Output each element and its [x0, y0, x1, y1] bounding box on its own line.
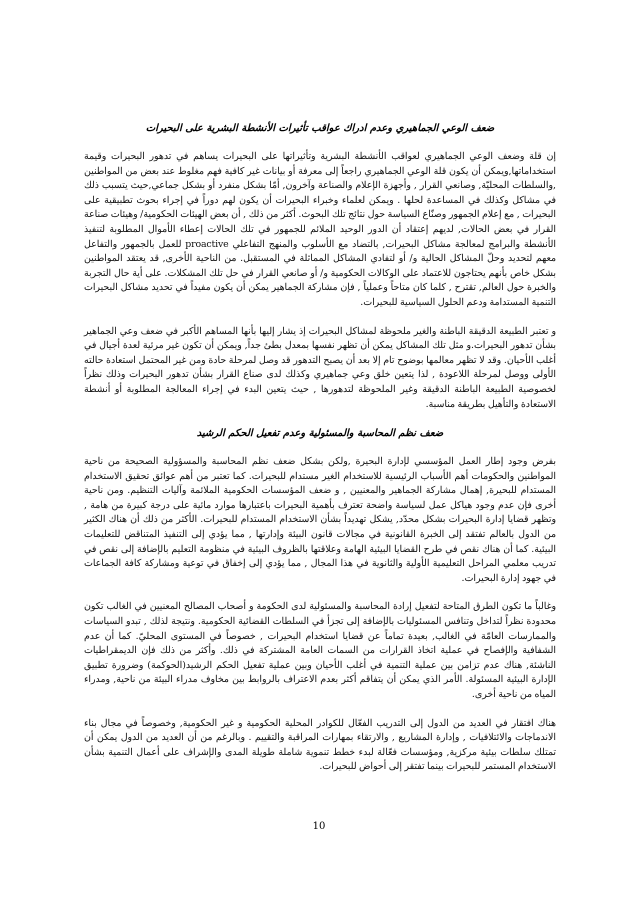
page-number: 10	[312, 821, 326, 832]
paragraph-3: بفرض وجود إطار العمل المؤسسي لإدارة البحيرة ,ولكن بشكل ضعف نظم المحاسبة والمسؤولية الصحيحة من ناحية المواطنين والحكومات أهم الأسباب الرئيسية للاستخدام الغير مستدام للبحيرات. كما تعتبر من أهم عوائق تحقيق الاستخدام المستدام للبحيرة, إهمال مشاركة الجماهير والمعنيين , و ضعف المؤسسات الحكومية الملائمة وآليات التنظيم. ومن ناحية أخرى فإن عدم وجود هياكل عمل لسياسة واضحة تعترف بأهمية البحيرات باعتبارها موارد مائية على درجة كبيرة من هامة , وتظهر قضايا إدارة البحيرات بشكل محدّد, يشكل تهديداً بشأن الاستخدام المستدام للبحيرات. الأكثر من ذلك أن هناك الكثير من الدول بالعالم تفتقد إلى الخبرة القانونية في مجالات قانون البيئة وإدارتها , مما يؤدي إلى التنفيذ المتناقض للتعليمات البيئية. كما أن هناك نقص في طرح القضايا البيئية الهامة وعلاقتها بالظروف البيئية في منظومة التعليم بالإضافة إلى نقص في تدريب معلمي المراحل التعليمية الأولية والثانوية في هذا المجال , مما يؤدي إلى إخفاق في توعية ومشاركة كافة الجماعات في جهود إدارة البحيرات.	[84, 456, 557, 584]
paragraph-2: و تعتبر الطبيعة الدقيقة الباطنة والغير ملحوظة لمشاكل البحيرات إذ يشار إليها بأنها المساهم الأكبر في ضعف وعي الجماهير بشأن تدهور البحيرات.و مثل تلك المشاكل يمكن أن تظهر نفسها بمعدل بطئ جداً, ويمكن أن تكون غير مرئية لعدة أجيال في أغلب الأحيان. وقد لا تظهر معالمها بوضوح تام إلا بعد أن يصبح التدهور قد وصل لمرحلة حادة ومن غير المحتمل استعادة حالته الأولى ووصل لمرحلة اللاعودة , لذا يتعين خلق وعي جماهيري وكذلك لدى صناع القرار بشأن تدهور البحيرات وذلك نظراً لخصوصية الطبيعة الباطنة الدقيقة وغير الملحوظة لتدهورها , حيث يتعين البدء في إجراء المعالجة المطلوبة أو أنشطة الاستعادة والتأهيل بطريقة مناسبة.	[84, 325, 556, 410]
section-heading: ضعف نظم المحاسبة والمسئولية وعدم تفعيل الحكم الرشيد	[196, 428, 444, 440]
page-content	[84, 121, 556, 775]
main-heading: ضعف الوعي الجماهيري وعدم ادراك عواقب تأثيرات الأنشطة البشرية على البحيرات	[145, 123, 495, 134]
paragraph-5: هناك افتقار في العديد من الدول إلى التدريب الفعّال للكوادر المحلية الحكومية و غير الحكومية, وخصوصاً في مجال بناء الاندماجات والائتلافيات , وإدارة المشاريع , والارتقاء بمهارات المراقبة والتقييم . وبالرغم من أن العديد من الدول يمكن أن تمتلك سلطات بيئية مركزية, ومؤسسات فعّالة لبدء خطط تنموية شاملة طويلة المدى والإشراف على أعمال التنمية بشأن الاستخدام المستمر للبحيرات بينما تفتقر إلى أحواض للبحيرات.	[84, 717, 556, 773]
paragraph-4: وغالباً ما تكون الطرق المتاحة لتفعيل إرادة المحاسبة والمسئولية لدى الحكومة و أصحاب المصالح المعنيين في الغالب تكون محدودة نظراً لتداخل وتنافس المسئوليات بالإضافة إلى تجزأ في السلطات القضائية الحكومية. ونتيجة لذلك , تبدو السياسات والممارسات العامّة في الغالب, بعيدة تماماً عن قضايا استخدام البحيرات , خصوصاً في المستوى المحليّ. كما أن عدم الشفافية والإفصاح في عملية اتخاذ القرارات من السمات العامة المشتركة في ذلك. وأكثر من ذلك فإن الديمقراطيات الناشئة, هناك عدم تزامن بين عملية التنمية في أغلب الأحيان وبين عملية تفعيل الحكم الرشيد(الحوكمة) وضرورة تطبيق الإدارة البيئية المسئولة. الأمر الذي يمكن أن يتفاقم أكثر بعدم الاعتراف بالروابط بين مخاوف مدراء البيئة من ناحية, ومدراء المياه من ناحية أخرى.	[84, 601, 556, 700]
paragraph-1: إن قلة وضعف الوعي الجماهيري لعواقب الأنشطة البشرية وتأثيراتها على البحيرات يساهم في تدهور البحيرات وقيمة استخداماتها,ويمكن أن يكون قلة الوعي الجماهيري راجعاً إلى معرفة أو بيانات غير كافية فهم مغلوط عند بعض من المواطنين ,والسلطات المحليّة, وصانعي القرار , وأجهزة الإعلام والصناعة وآخرون, أمّا بشكل منفرد أو بشكل جماعي,حيث يتسبب ذلك في مشاكل وكذلك في المساعدة لحلها . ويمكن لعلماء وخبراء البحيرات أن يكون لهم دوراً في إجراء بحوث تطبيقية على البحيرات , مع إعلام الجمهور وصنّاع السياسة حول نتائج تلك البحوث. أكثر من ذلك , أن بعض الهيئات الحكومية/ وهيئات صناعة القرار في بعض الحالات, لديهم إعتقاد أن الدور الوحيد الملائم للجمهور في تلك الحالات إعطاء الأموال المطلوبة لتنفيذ الأنشطة والبرامج لمعالجة مشاكل البحيرات, بالتضاد مع الأسلوب والمنهج التفاعلي proactive للعمل بالجمهور والتفاعل معهم لتحديد وحلّ المشاكل الحالية و/ أو لتفادي المشاكل المماثلة في المستقبل. من الناحية الأخرى, قد يعتقد المواطنين بشكل خاص بأنهم يحتاجون للاعتماد على الوكالات الحكومية و/ أو صانعي القرار في حل تلك المشكلات. على أية حال التجربة والخبرة حول العالم, تقترح , كلما كان متاحاً وعملياً , فإن مشاركة الجماهير يمكن أن يكون مفيداً في تحديد مشاكل البحيرات التنمية المستدامة ودعم الحلول السياسية للبحيرات.	[84, 151, 557, 308]
